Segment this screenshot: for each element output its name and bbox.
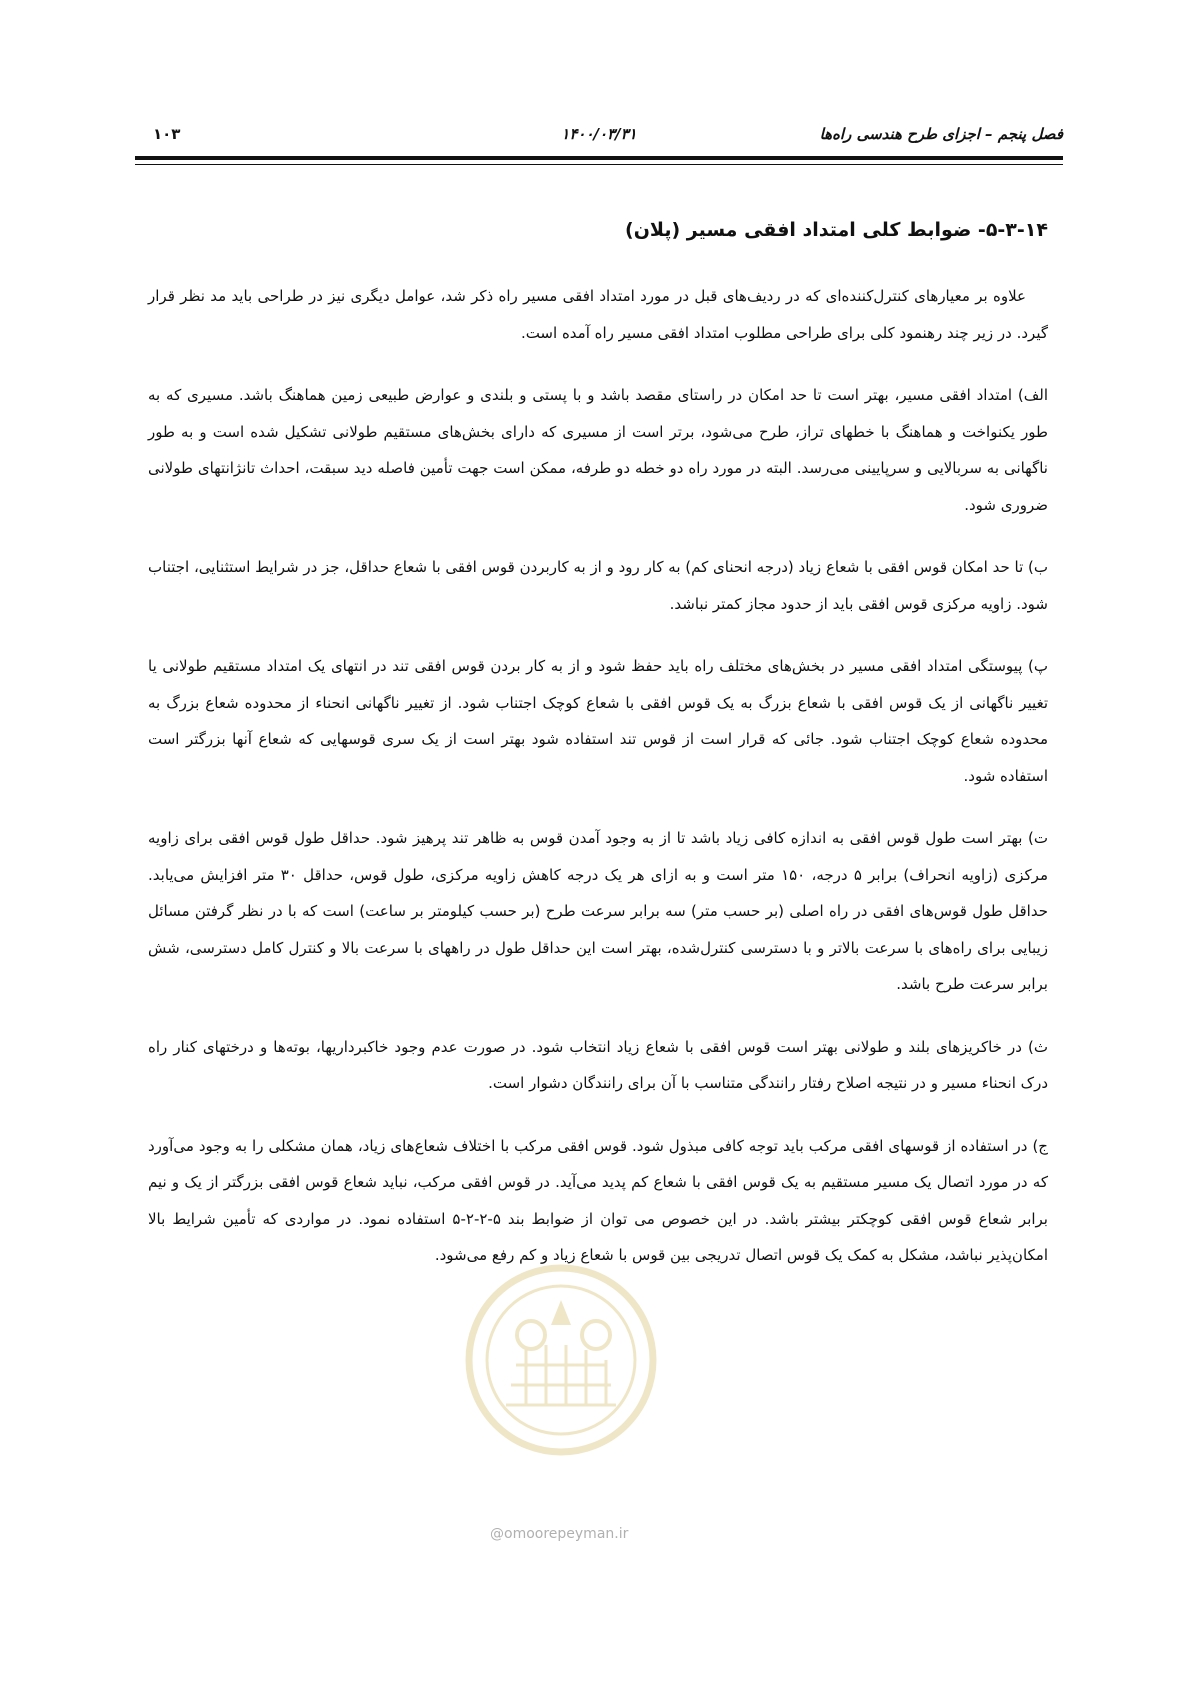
paragraph-se: ث) در خاکریزهای بلند و طولانی بهتر است قوس افقی با شعاع زیاد انتخاب شود. در صورت عدم وجود خاکبرداریها، بوته‌ها و درختهای کنار راه درک انحناء مسیر و در نتیجه اصلاح رفتار رانندگی متناسب با آن برای رانندگان دشوار است. <box>148 1037 1048 1092</box>
header-date: ۱۴۰۰/۰۳/۳۱ <box>561 125 637 143</box>
page-number: ۱۰۳ <box>153 125 181 143</box>
section-title: ۵-۳-۱۴- ضوابط کلی امتداد افقی مسیر (پلان) <box>625 219 1048 241</box>
paragraph-alef: الف) امتداد افقی مسیر، بهتر است تا حد امکان در راستای مقصد باشد و با پستی و بلندی و عوارض طبیعی زمین هماهنگ باشد. مسیری که به طور یکنواخت و هماهنگ با خطهای تراز، طرح می‌شود، برتر است از مسیری که دارای بخش‌های مستقیم طولانی تشکیل شده است و به طور ناگهانی به سربالایی و سرپایینی می‌رسد. البته در مورد راه دو خطه دو طرفه، ممکن است جهت تأمین فاصله دید سبقت، احداث تانژانتهای طولانی ضروری شود. <box>148 386 1048 514</box>
page-content <box>148 215 1048 1300</box>
paragraph-jim: ج) در استفاده از قوسهای افقی مرکب باید توجه کافی مبذول شود. قوس افقی مرکب با اختلاف شعاع‌های زیاد، همان مشکلی را به وجود می‌آورد که در مورد اتصال یک مسیر مستقیم به یک قوس افقی با شعاع کم پدید می‌آید. در قوس افقی مرکب، نباید شعاع قوس افقی بزرگتر از یک و نیم برابر شعاع قوس افقی کوچکتر بیشتر باشد. در این خصوص می توان از ضوابط بند ۵-۲-۲-۵ استفاده نمود. در مواردی که تأمین شرایط بالا امکان‌پذیر نباشد، مشکل به کمک یک قوس اتصال تدریجی بین قوس با شعاع زیاد و کم رفع می‌شود. <box>148 1136 1048 1264</box>
page-header <box>135 125 1063 151</box>
header-rule-thin <box>135 164 1063 165</box>
watermark-text: @omoorepeyman.ir <box>490 1526 629 1542</box>
paragraph-intro: علاوه بر معیارهای کنترل‌کننده‌ای که در ردیف‌های قبل در مورد امتداد افقی مسیر راه ذکر شد، عوامل دیگری نیز در طراحی باید مد نظر قرار گیرد. در زیر چند رهنمود کلی برای طراحی مطلوب امتداد افقی مسیر راه آمده است. <box>148 287 1048 342</box>
chapter-title: فصل پنجم – اجزای طرح هندسی راه‌ها <box>819 125 1063 143</box>
paragraph-te: ت) بهتر است طول قوس افقی به اندازه کافی زیاد باشد تا از به وجود آمدن قوس به ظاهر تند پرهیز شود. حداقل طول قوس افقی برای زاویه مرکزی (زاویه انحراف) برابر ۵ درجه، ۱۵۰ متر است و به ازای هر یک درجه کاهش زاویه مرکزی، طول قوس، حداقل ۳۰ متر افزایش می‌یابد. حداقل طول قوس‌های افقی در راه اصلی (بر حسب متر) سه برابر سرعت طرح (بر حسب کیلومتر بر ساعت) است که با در نظر گرفتن مسائل زیبایی برای راه‌های با سرعت بالاتر و با دسترسی کنترل‌شده، بهتر است این حداقل طول در راههای با سرعت بالا و کنترل کامل دسترسی، شش برابر سرعت طرح باشد. <box>148 829 1048 993</box>
header-rule-thick <box>135 156 1063 160</box>
paragraph-pe: پ) پیوستگی امتداد افقی مسیر در بخش‌های مختلف راه باید حفظ شود و از به کار بردن قوس افقی تند در انتهای یک امتداد مستقیم طولانی یا تغییر ناگهانی از یک قوس افقی با شعاع بزرگ به یک قوس افقی با شعاع کوچک اجتناب شود. از تغییر ناگهانی انحناء از محدوده شعاع بزرگ به محدوده شعاع کوچک اجتناب شود. جائی که قرار است از قوس تند استفاده شود بهتر است از یک سری قوسهایی که شعاع آنها بزرگتر است استفاده شود. <box>148 657 1048 785</box>
paragraph-be: ب) تا حد امکان قوس افقی با شعاع زیاد (درجه انحنای کم) به کار رود و از به کاربردن قوس افقی با شعاع حداقل، جز در شرایط استثنایی، اجتناب شود. زاویه مرکزی قوس افقی باید از حدود مجاز کمتر نباشد. <box>148 558 1048 613</box>
